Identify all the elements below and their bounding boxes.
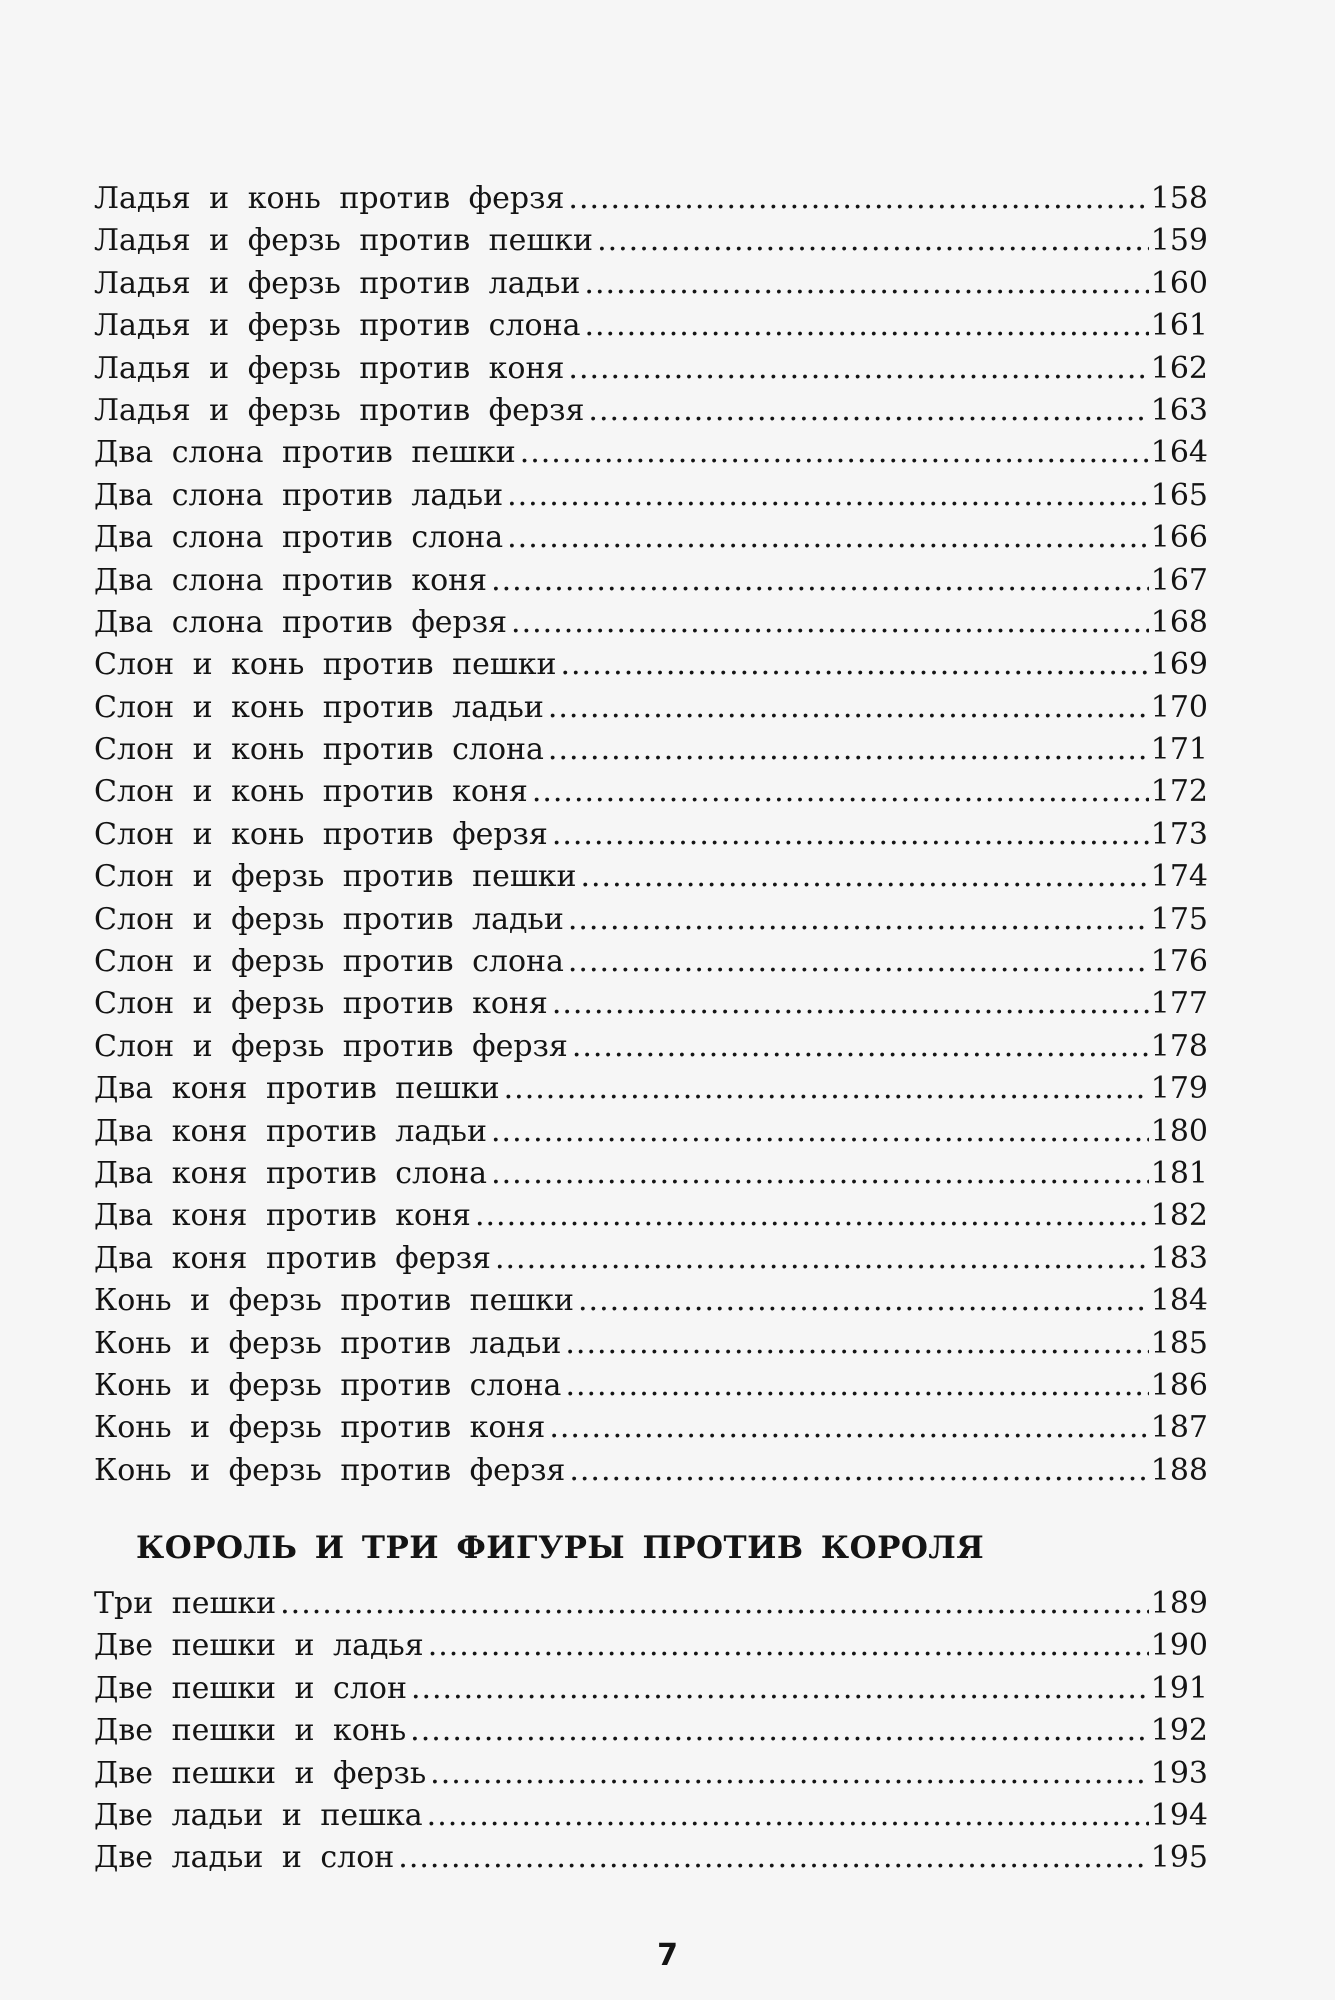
toc-entry (94, 1026, 1208, 1068)
toc-entry (94, 220, 1208, 262)
toc-entry-page: 168 (1150, 604, 1208, 640)
toc-entry-page: 169 (1150, 647, 1208, 683)
toc-entry (94, 1238, 1208, 1280)
toc-entry-title: Ладья и ферзь против коня (94, 350, 565, 386)
dot-leader (532, 771, 1149, 813)
dot-leader (552, 814, 1149, 856)
toc-entry-title: Слон и ферзь против коня (94, 986, 548, 1022)
toc-entry (94, 1068, 1208, 1110)
toc-entry-title: Слон и ферзь против ферзя (94, 1028, 568, 1064)
toc-entry-page: 191 (1150, 1670, 1208, 1706)
dot-leader (410, 1710, 1149, 1752)
toc-entry-page: 162 (1150, 350, 1208, 386)
toc-entry (94, 983, 1208, 1025)
toc-entry-title: Два коня против слона (94, 1155, 488, 1191)
toc-entry-title: Слон и конь против ладьи (94, 689, 544, 725)
toc-entry-title: Слон и конь против слона (94, 732, 544, 768)
toc-entry (94, 1710, 1208, 1752)
toc-entry (94, 390, 1208, 432)
toc-entry-page: 171 (1150, 732, 1208, 768)
toc-entry (94, 1407, 1208, 1449)
toc-entry-page: 190 (1150, 1628, 1208, 1664)
toc-entry (94, 560, 1208, 602)
toc-entry-title: Три пешки (94, 1586, 277, 1621)
toc-entry-page: 170 (1150, 689, 1208, 725)
toc-entry-page: 195 (1150, 1840, 1208, 1876)
toc-entry-title: Ладья и ферзь против ферзя (94, 392, 585, 428)
toc-entry-page: 180 (1150, 1113, 1208, 1149)
toc-entry-page: 193 (1150, 1755, 1208, 1791)
dot-leader (491, 560, 1149, 602)
dot-leader (565, 1323, 1148, 1365)
dot-leader (568, 178, 1148, 220)
dot-leader (578, 1280, 1149, 1322)
toc-entry-title: Конь и ферзь против ферзя (94, 1452, 566, 1488)
toc-entry (94, 814, 1208, 856)
toc-entry-page: 188 (1150, 1452, 1208, 1488)
dot-leader (280, 1583, 1149, 1625)
toc-entry-title: Конь и ферзь против коня (94, 1410, 546, 1446)
toc-entry-title: Ладья и ферзь против слона (94, 308, 581, 344)
toc-entry-page: 187 (1150, 1410, 1208, 1446)
toc-entry (94, 263, 1208, 305)
toc-entry-page: 173 (1150, 816, 1208, 852)
toc-entry-page: 174 (1150, 859, 1208, 895)
dot-leader (504, 1068, 1149, 1110)
dot-leader (565, 1365, 1148, 1407)
toc-entry (94, 1153, 1208, 1195)
toc-entry (94, 1280, 1208, 1322)
dot-leader (572, 1026, 1149, 1068)
dot-leader (398, 1837, 1148, 1879)
toc-entry (94, 856, 1208, 898)
toc-entry-page: 164 (1150, 435, 1208, 471)
toc-entry-title: Две пешки и слон (94, 1670, 407, 1706)
dot-leader (548, 729, 1149, 771)
toc-entry-page: 158 (1150, 181, 1208, 216)
toc-entry-title: Две ладьи и пешка (94, 1797, 423, 1833)
toc-entry-page: 176 (1150, 944, 1208, 980)
toc-entry (94, 1111, 1208, 1153)
dot-leader (507, 475, 1149, 517)
dot-leader (568, 899, 1149, 941)
toc-entry-page: 179 (1150, 1071, 1208, 1107)
toc-entry (94, 1365, 1208, 1407)
toc-entry-title: Два коня против коня (94, 1198, 471, 1234)
toc-list-main (94, 178, 1208, 1492)
toc-entry (94, 729, 1208, 771)
toc-entry-page: 182 (1150, 1198, 1208, 1234)
toc-entry-page: 167 (1150, 562, 1208, 598)
toc-entry-page: 159 (1150, 223, 1208, 259)
dot-leader (430, 1753, 1149, 1795)
toc-entry (94, 1795, 1208, 1837)
toc-entry-page: 186 (1150, 1367, 1208, 1403)
toc-entry-title: Два коня против пешки (94, 1071, 500, 1107)
toc-entry-title: Два слона против ладьи (94, 477, 504, 513)
toc-entry-title: Конь и ферзь против пешки (94, 1283, 575, 1319)
toc-entry-title: Две пешки и конь (94, 1713, 407, 1749)
dot-leader (584, 305, 1148, 347)
section-heading: КОРОЛЬ И ТРИ ФИГУРЫ ПРОТИВ КОРОЛЯ (136, 1530, 985, 1566)
toc-entry-title: Два слона против пешки (94, 435, 516, 471)
toc-entry (94, 644, 1208, 686)
toc-entry-page: 177 (1150, 986, 1208, 1022)
toc-entry (94, 1583, 1208, 1625)
toc-entry-page: 172 (1150, 774, 1208, 810)
toc-entry-page: 163 (1150, 392, 1208, 428)
toc-entry-page: 161 (1150, 308, 1208, 344)
toc-entry (94, 432, 1208, 474)
toc-entry (94, 475, 1208, 517)
dot-leader (520, 432, 1149, 474)
dot-leader (548, 687, 1149, 729)
toc-entry (94, 941, 1208, 983)
dot-leader (507, 517, 1149, 559)
dot-leader (597, 220, 1149, 262)
dot-leader (569, 1450, 1148, 1492)
toc-entry-title: Слон и конь против коня (94, 774, 528, 810)
dot-leader (511, 602, 1149, 644)
toc-entry-page: 189 (1150, 1586, 1208, 1621)
toc-entry-title: Ладья и ферзь против пешки (94, 223, 594, 259)
dot-leader (428, 1625, 1149, 1667)
toc-entry (94, 517, 1208, 559)
toc-entry (94, 1195, 1208, 1237)
toc-entry-page: 192 (1150, 1713, 1208, 1749)
toc-entry-page: 185 (1150, 1325, 1208, 1361)
toc-entry-title: Два слона против слона (94, 520, 504, 556)
page-number: 7 (657, 1938, 678, 1973)
toc-entry (94, 348, 1208, 390)
toc-entry-title: Слон и ферзь против пешки (94, 859, 577, 895)
dot-leader (588, 390, 1148, 432)
dot-leader (568, 348, 1148, 390)
toc-entry-title: Слон и конь против ферзя (94, 816, 548, 852)
dot-leader (427, 1795, 1149, 1837)
toc-entry (94, 1450, 1208, 1492)
toc-entry-page: 175 (1150, 901, 1208, 937)
toc-entry (94, 1837, 1208, 1879)
toc-entry (94, 305, 1208, 347)
toc-entry (94, 771, 1208, 813)
toc-entry-title: Два слона против ферзя (94, 604, 508, 640)
toc-entry-title: Слон и ферзь против ладьи (94, 901, 564, 937)
dot-leader (495, 1238, 1149, 1280)
toc-entry-page: 166 (1150, 520, 1208, 556)
toc-entry-page: 165 (1150, 477, 1208, 513)
toc-entry-title: Две пешки и ладья (94, 1628, 424, 1664)
toc-entry-title: Ладья и конь против ферзя (94, 181, 565, 216)
toc-entry-page: 160 (1150, 265, 1208, 301)
toc-entry-page: 181 (1150, 1155, 1208, 1191)
dot-leader (475, 1195, 1149, 1237)
dot-leader (580, 856, 1148, 898)
dot-leader (411, 1668, 1149, 1710)
toc-entry (94, 687, 1208, 729)
dot-leader (552, 983, 1149, 1025)
toc-entry-title: Слон и ферзь против слона (94, 944, 564, 980)
toc-entry (94, 1668, 1208, 1710)
toc-entry (94, 1323, 1208, 1365)
dot-leader (584, 263, 1148, 305)
dot-leader (560, 644, 1148, 686)
toc-entry-page: 194 (1150, 1797, 1208, 1833)
toc-entry (94, 1753, 1208, 1795)
toc-entry-title: Два слона против коня (94, 562, 488, 598)
toc-entry (94, 899, 1208, 941)
toc-entry (94, 602, 1208, 644)
toc-entry-title: Конь и ферзь против ладьи (94, 1325, 562, 1361)
toc-entry-title: Ладья и ферзь против ладьи (94, 265, 581, 301)
toc-entry-page: 183 (1150, 1240, 1208, 1276)
toc-entry-title: Две ладьи и слон (94, 1840, 395, 1876)
toc-entry-title: Слон и конь против пешки (94, 647, 557, 683)
toc-list-section (94, 1583, 1208, 1880)
dot-leader (491, 1111, 1149, 1153)
toc-entry-title: Конь и ферзь против слона (94, 1367, 562, 1403)
toc-entry-title: Два коня против ферзя (94, 1240, 491, 1276)
dot-leader (491, 1153, 1149, 1195)
toc-entry (94, 178, 1208, 220)
toc-entry-title: Два коня против ладьи (94, 1113, 487, 1149)
toc-entry-page: 184 (1150, 1283, 1208, 1319)
toc-entry-title: Две пешки и ферзь (94, 1755, 427, 1791)
dot-leader (568, 941, 1149, 983)
dot-leader (549, 1407, 1148, 1449)
toc-entry-page: 178 (1150, 1028, 1208, 1064)
toc-entry (94, 1625, 1208, 1667)
